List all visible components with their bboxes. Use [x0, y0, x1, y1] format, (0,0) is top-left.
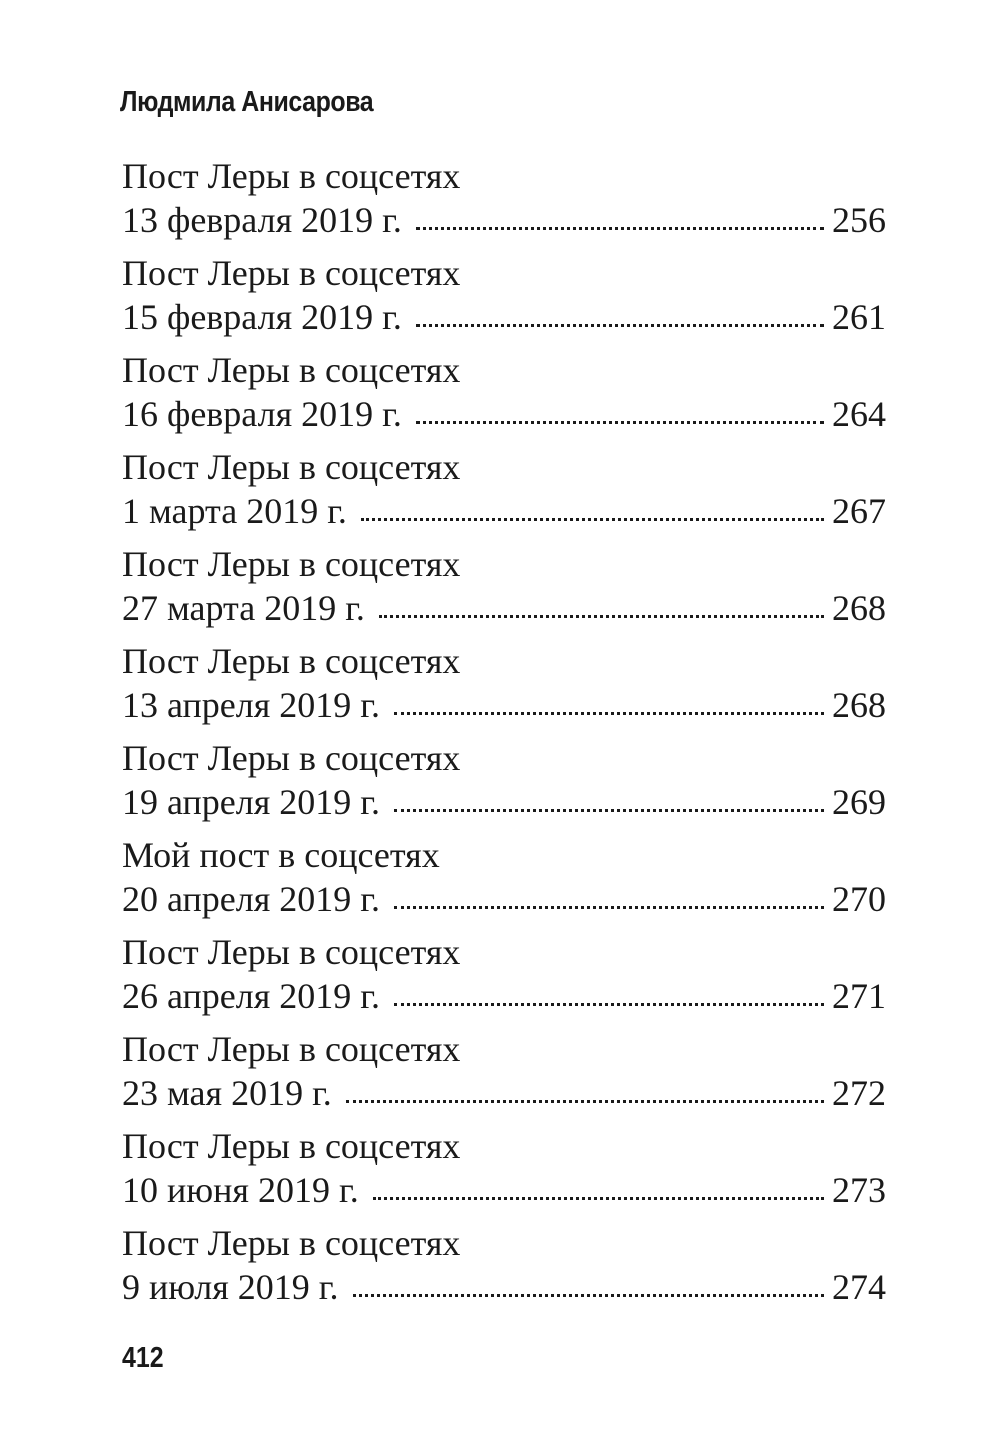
toc-entry-page: 261 [832, 297, 886, 337]
toc-entry-page: 274 [832, 1267, 886, 1307]
toc-entry-date: 19 апреля 2019 г. [122, 782, 380, 822]
toc-entry [122, 445, 886, 542]
toc-entry [122, 736, 886, 833]
toc-entry [122, 1027, 886, 1124]
toc-entry-line [122, 974, 886, 1018]
toc-entry-page: 268 [832, 685, 886, 725]
toc-entry-line [122, 1265, 886, 1309]
toc-entry-page: 264 [832, 394, 886, 434]
dot-leader [361, 517, 824, 521]
toc-entry-date: 13 апреля 2019 г. [122, 685, 380, 725]
toc-entry [122, 1124, 886, 1221]
toc-entry [122, 930, 886, 1027]
dot-leader [346, 1099, 824, 1103]
toc-entry-page: 272 [832, 1073, 886, 1113]
toc-entry-title: Пост Леры в соцсетях [122, 1029, 461, 1069]
table-of-contents [122, 154, 886, 1318]
toc-entry-date: 27 марта 2019 г. [122, 588, 365, 628]
toc-entry-title: Пост Леры в соцсетях [122, 350, 461, 390]
dot-leader [394, 1002, 824, 1006]
running-head-author: Людмила Анисарова [120, 86, 374, 118]
toc-entry-title: Пост Леры в соцсетях [122, 253, 461, 293]
toc-entry-date: 15 февраля 2019 г. [122, 297, 402, 337]
dot-leader [416, 323, 824, 327]
dot-leader [394, 808, 824, 812]
toc-entry-date: 26 апреля 2019 г. [122, 976, 380, 1016]
dot-leader [394, 711, 824, 715]
toc-entry-page: 273 [832, 1170, 886, 1210]
toc-entry-line [122, 1071, 886, 1115]
toc-entry-line [122, 586, 886, 630]
toc-entry-title: Пост Леры в соцсетях [122, 1126, 461, 1166]
toc-entry-line [122, 392, 886, 436]
toc-entry-line [122, 198, 886, 242]
toc-entry [122, 251, 886, 348]
toc-entry-date: 1 марта 2019 г. [122, 491, 347, 531]
toc-entry-page: 267 [832, 491, 886, 531]
toc-entry-title: Мой пост в соцсетях [122, 835, 440, 875]
toc-entry-line [122, 683, 886, 727]
toc-entry-date: 10 июня 2019 г. [122, 1170, 359, 1210]
toc-entry-page: 256 [832, 200, 886, 240]
toc-entry-date: 20 апреля 2019 г. [122, 879, 380, 919]
toc-entry-page: 270 [832, 879, 886, 919]
toc-entry-line [122, 295, 886, 339]
toc-entry-title: Пост Леры в соцсетях [122, 544, 461, 584]
toc-entry-date: 13 февраля 2019 г. [122, 200, 402, 240]
toc-entry-title: Пост Леры в соцсетях [122, 738, 461, 778]
dot-leader [379, 614, 824, 618]
toc-entry-line [122, 489, 886, 533]
toc-entry-line [122, 1168, 886, 1212]
toc-entry [122, 542, 886, 639]
toc-entry-page: 271 [832, 976, 886, 1016]
toc-entry-page: 269 [832, 782, 886, 822]
dot-leader [394, 905, 824, 909]
toc-entry [122, 1221, 886, 1318]
toc-entry-date: 23 мая 2019 г. [122, 1073, 332, 1113]
toc-entry-title: Пост Леры в соцсетях [122, 641, 461, 681]
toc-entry [122, 348, 886, 445]
toc-entry-date: 9 июля 2019 г. [122, 1267, 339, 1307]
toc-entry-line [122, 877, 886, 921]
toc-entry-title: Пост Леры в соцсетях [122, 932, 461, 972]
dot-leader [416, 420, 824, 424]
toc-entry [122, 833, 886, 930]
toc-entry-title: Пост Леры в соцсетях [122, 156, 461, 196]
toc-entry [122, 639, 886, 736]
toc-entry-page: 268 [832, 588, 886, 628]
toc-entry-date: 16 февраля 2019 г. [122, 394, 402, 434]
dot-leader [416, 226, 824, 230]
dot-leader [373, 1196, 824, 1200]
toc-entry-title: Пост Леры в соцсетях [122, 1223, 461, 1263]
page-number: 412 [122, 1342, 164, 1374]
dot-leader [353, 1293, 825, 1297]
toc-entry-line [122, 780, 886, 824]
toc-entry [122, 154, 886, 251]
toc-entry-title: Пост Леры в соцсетях [122, 447, 461, 487]
